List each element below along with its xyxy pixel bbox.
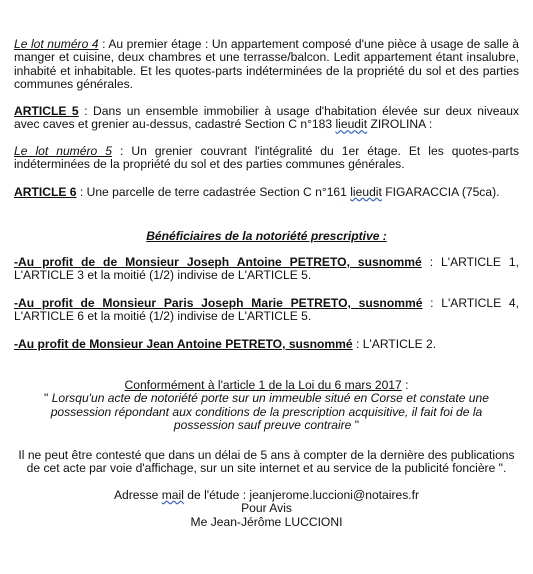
- contestation-text: Il ne peut être contesté que dans un délai de 5 ans à compter de la dernière des publications de cet acte par voie d'affichage, sur un site internet et au service de la publicité foncière ".: [18, 448, 515, 476]
- lot5-paragraph: [14, 145, 519, 172]
- article5-text-before: : Dans un ensemble immobilier à usage d'habitation élevée sur deux niveaux avec caves et grenier au-dessus, cadastré Section C n°183: [14, 104, 519, 132]
- signature-block: [14, 489, 519, 529]
- article6-text-before: : Une parcelle de terre cadastrée Section C n°161: [76, 185, 351, 199]
- article6-label: ARTICLE 6: [14, 185, 77, 199]
- lot4-text: : Au premier étage : Un appartement composé d'une pièce à usage de salle à manger et cuisine, deux chambres et une terrasse/balcon. Ledit appartement étant insalubre, inhabité et inhabitable. Et les quotes-parts indéterminées de la propriété du sol et des parties communes générales.: [14, 37, 519, 92]
- lot4-label: Le lot numéro 4: [14, 37, 99, 51]
- mail-word: mail: [161, 488, 184, 502]
- lot5-text: : Un grenier couvrant l'intégralité du 1er étage. Et les quotes-parts indéterminées de la propriété du sol et des parties communes générales.: [14, 144, 519, 172]
- loi-quote-open: ": [44, 391, 52, 406]
- beneficiaire1-paragraph: [14, 256, 519, 283]
- notaire-name: Me Jean-Jérôme LUCCIONI: [190, 514, 343, 529]
- article5-lieudit: lieudit: [335, 117, 368, 132]
- loi-paragraph: [22, 379, 511, 433]
- article6-lieudit: lieudit: [350, 185, 382, 199]
- beneficiaires-title: [14, 230, 519, 243]
- beneficiaire2-text: : L'ARTICLE 4, L'ARTICLE 6 et la moitié (1/2) indivise de L'ARTICLE 5.: [14, 296, 519, 324]
- lot4-paragraph: [14, 38, 519, 92]
- beneficiaire1-text: : L'ARTICLE 1, L'ARTICLE 3 et la moitié (1/2) indivise de L'ARTICLE 5.: [14, 255, 519, 283]
- beneficiaire3-paragraph: [14, 338, 519, 351]
- beneficiaires-title-text: Bénéficiaires de la notoriété prescriptive :: [146, 229, 387, 243]
- lot5-label: Le lot numéro 5: [14, 144, 112, 158]
- article5-paragraph: [14, 105, 519, 132]
- loi-title: Conformément à l'article 1 de la Loi du 6 mars 2017: [124, 378, 402, 392]
- beneficiaire1-label: -Au profit de de Monsieur Joseph Antoine PETRETO, susnommé: [14, 255, 422, 269]
- loi-quote-close: ": [351, 418, 360, 433]
- pour-avis: Pour Avis: [241, 501, 292, 516]
- article5-text-after: ZIROLINA :: [367, 117, 433, 132]
- article5-label: ARTICLE 5: [14, 104, 79, 118]
- contestation-paragraph: [12, 449, 521, 476]
- article6-text-after: FIGARACCIA (75ca).: [381, 185, 500, 199]
- loi-title-suffix: :: [401, 378, 409, 392]
- beneficiaire3-label: -Au profit de Monsieur Jean Antoine PETRETO, susnommé: [14, 337, 353, 351]
- beneficiaire2-paragraph: [14, 297, 519, 324]
- adresse-prefix: Adresse: [113, 488, 162, 502]
- beneficiaire2-label: -Au profit de Monsieur Paris Joseph Marie PETRETO, susnommé: [14, 296, 423, 310]
- article6-paragraph: [14, 186, 519, 199]
- loi-quote: Lorsqu'un acte de notoriété porte sur un immeuble situé en Corse et constate une possession répondant aux conditions de la prescription acquisitive, il fait foi de la possession sauf preuve contraire: [50, 391, 489, 433]
- beneficiaire3-text: : L'ARTICLE 2.: [352, 337, 437, 351]
- adresse-suffix: de l'étude : jeanjerome.luccioni@notaires.fr: [183, 488, 419, 502]
